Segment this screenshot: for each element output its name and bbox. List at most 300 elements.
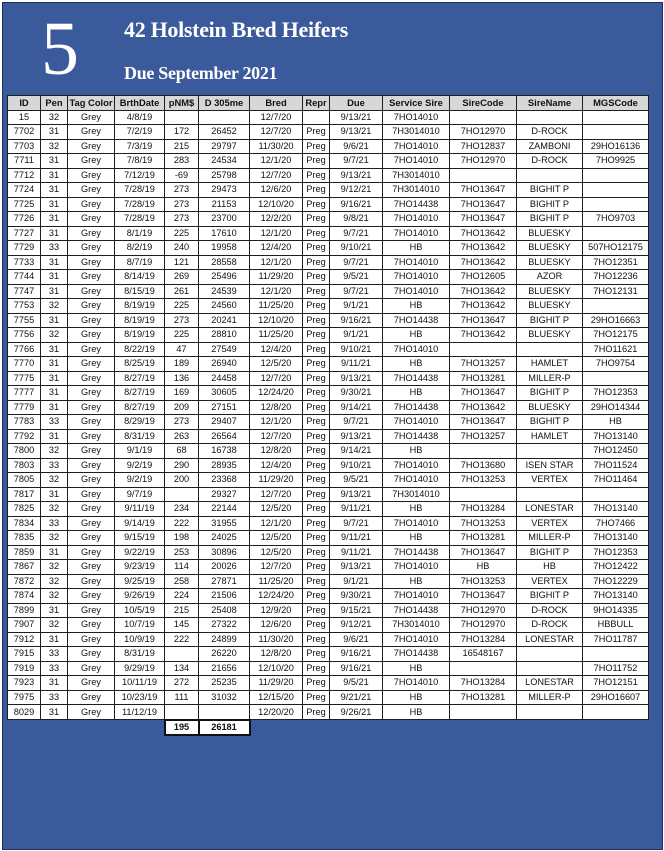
cell-pnm [165, 705, 199, 720]
cell-pen: 31 [41, 400, 68, 415]
cell-service-sire: 7HO14010 [383, 110, 450, 125]
cell-tag-color: Grey [68, 618, 115, 633]
cell-due: 9/26/21 [330, 705, 383, 720]
cell-bred: 12/7/20 [250, 487, 303, 502]
cell-repr: Preg [303, 328, 330, 343]
cell-bred: 12/8/20 [250, 444, 303, 459]
cell-pnm: 222 [165, 516, 199, 531]
cell-tag-color: Grey [68, 125, 115, 140]
cell-sire-code [450, 661, 517, 676]
cell-tag-color: Grey [68, 661, 115, 676]
cell-d305me: 27322 [199, 618, 250, 633]
table-row [8, 574, 649, 589]
cell-tag-color: Grey [68, 516, 115, 531]
cell-bred: 12/8/20 [250, 647, 303, 662]
cell-service-sire: 7HO14010 [383, 270, 450, 285]
cell-tag-color: Grey [68, 183, 115, 198]
cell-service-sire: 7HO14010 [383, 226, 450, 241]
cell-mgs-code: 7HO13140 [583, 429, 649, 444]
cell-sire-code [450, 342, 517, 357]
cell-tag-color: Grey [68, 545, 115, 560]
cell-sire-code: 7HO12837 [450, 139, 517, 154]
column-header-sire-code: SireCode [450, 96, 517, 111]
cell-pen: 31 [41, 487, 68, 502]
table-row [8, 154, 649, 169]
cell-id: 7899 [8, 603, 41, 618]
cell-service-sire: 7HO14010 [383, 284, 450, 299]
cell-id: 7744 [8, 270, 41, 285]
cell-bred: 11/30/20 [250, 632, 303, 647]
cell-tag-color: Grey [68, 444, 115, 459]
cell-pnm: 47 [165, 342, 199, 357]
cell-tag-color: Grey [68, 212, 115, 227]
cell-pen: 33 [41, 458, 68, 473]
cell-repr: Preg [303, 168, 330, 183]
cell-bred: 12/7/20 [250, 371, 303, 386]
cell-pen: 31 [41, 197, 68, 212]
cell-id: 7725 [8, 197, 41, 212]
cell-tag-color: Grey [68, 110, 115, 125]
cell-bred: 12/10/20 [250, 661, 303, 676]
cell-birth-date: 7/2/19 [115, 125, 165, 140]
cell-mgs-code: 7HO12236 [583, 270, 649, 285]
totals-spacer [250, 720, 303, 736]
cell-tag-color: Grey [68, 487, 115, 502]
cell-sire-code: 7HO13253 [450, 473, 517, 488]
table-row [8, 661, 649, 676]
cell-pnm: 234 [165, 502, 199, 517]
cell-id: 7923 [8, 676, 41, 691]
cell-birth-date: 8/1/19 [115, 226, 165, 241]
cell-due: 9/10/21 [330, 241, 383, 256]
cell-sire-code: 7HO13647 [450, 415, 517, 430]
cell-sire-name: MILLER-P [517, 531, 583, 546]
lot-title: 42 Holstein Bred Heifers [124, 17, 348, 42]
cell-d305me: 25408 [199, 603, 250, 618]
cell-service-sire: HB [383, 574, 450, 589]
cell-sire-name: AZOR [517, 270, 583, 285]
cell-sire-name: BIGHIT P [517, 313, 583, 328]
sale-page [2, 2, 663, 850]
cell-sire-name: BIGHIT P [517, 589, 583, 604]
table-row [8, 531, 649, 546]
cell-birth-date: 10/23/19 [115, 690, 165, 705]
cell-pnm: 253 [165, 545, 199, 560]
table-row [8, 676, 649, 691]
cell-bred: 12/5/20 [250, 531, 303, 546]
cell-d305me: 24560 [199, 299, 250, 314]
cell-mgs-code: 7HO12353 [583, 386, 649, 401]
cell-id: 7803 [8, 458, 41, 473]
cell-sire-code [450, 705, 517, 720]
cell-birth-date: 11/12/19 [115, 705, 165, 720]
cell-sire-name: D-ROCK [517, 618, 583, 633]
cell-id: 7712 [8, 168, 41, 183]
cell-mgs-code: 7HO9754 [583, 357, 649, 372]
cell-sire-code: 7HO13647 [450, 386, 517, 401]
cell-sire-code: 7HO13647 [450, 545, 517, 560]
cell-bred: 12/5/20 [250, 502, 303, 517]
cell-sire-name: MILLER-P [517, 690, 583, 705]
cell-pnm: 225 [165, 299, 199, 314]
cell-bred: 12/2/20 [250, 212, 303, 227]
cell-due: 9/16/21 [330, 197, 383, 212]
table-row [8, 110, 649, 125]
cell-sire-code: 7HO12970 [450, 125, 517, 140]
cell-sire-name: ISEN STAR [517, 458, 583, 473]
total-d305me: 26181 [199, 720, 250, 736]
cell-mgs-code: 7HO9925 [583, 154, 649, 169]
cell-tag-color: Grey [68, 168, 115, 183]
cell-service-sire: 7HO14010 [383, 212, 450, 227]
totals-spacer [68, 720, 115, 736]
cell-mgs-code: 7HO12351 [583, 255, 649, 270]
cell-birth-date: 8/19/19 [115, 328, 165, 343]
table-row [8, 415, 649, 430]
cell-birth-date: 4/8/19 [115, 110, 165, 125]
cell-mgs-code: 7HO13140 [583, 502, 649, 517]
cell-d305me: 27549 [199, 342, 250, 357]
cell-sire-code: 7HO12970 [450, 154, 517, 169]
cell-sire-code: 7HO13281 [450, 371, 517, 386]
cell-pen: 31 [41, 168, 68, 183]
column-header-service-sire: Service Sire [383, 96, 450, 111]
cell-id: 7727 [8, 226, 41, 241]
cell-pnm: 198 [165, 531, 199, 546]
cell-service-sire: HB [383, 444, 450, 459]
due-date-subtitle: Due September 2021 [124, 63, 278, 83]
cell-id: 7729 [8, 241, 41, 256]
cell-birth-date: 8/22/19 [115, 342, 165, 357]
cell-id: 7867 [8, 560, 41, 575]
cell-birth-date: 7/28/19 [115, 212, 165, 227]
cell-sire-code: 7HO13647 [450, 589, 517, 604]
cell-d305me [199, 705, 250, 720]
cell-sire-code: 7HO12970 [450, 603, 517, 618]
cell-id: 7805 [8, 473, 41, 488]
cell-service-sire: 7HO14438 [383, 647, 450, 662]
cell-service-sire: 7HO14010 [383, 632, 450, 647]
cell-sire-name [517, 444, 583, 459]
column-header-due: Due [330, 96, 383, 111]
cell-service-sire: 7H3014010 [383, 168, 450, 183]
cell-birth-date: 8/19/19 [115, 313, 165, 328]
cell-repr: Preg [303, 226, 330, 241]
cell-repr: Preg [303, 473, 330, 488]
totals-row [8, 720, 649, 736]
total-pnm: 195 [165, 720, 199, 736]
cell-birth-date: 8/27/19 [115, 400, 165, 415]
table-row [8, 284, 649, 299]
cell-id: 7975 [8, 690, 41, 705]
cell-tag-color: Grey [68, 458, 115, 473]
cell-sire-name [517, 487, 583, 502]
totals-spacer [41, 720, 68, 736]
cell-tag-color: Grey [68, 342, 115, 357]
cell-service-sire: HB [383, 661, 450, 676]
cell-due: 9/7/21 [330, 284, 383, 299]
cell-tag-color: Grey [68, 560, 115, 575]
cell-repr: Preg [303, 705, 330, 720]
cell-id: 7733 [8, 255, 41, 270]
cell-pen: 31 [41, 545, 68, 560]
cell-pen: 32 [41, 139, 68, 154]
cell-sire-name: BLUESKY [517, 284, 583, 299]
cell-pnm: 222 [165, 632, 199, 647]
cell-due: 9/7/21 [330, 255, 383, 270]
cell-sire-code: 7HO13642 [450, 400, 517, 415]
cell-repr: Preg [303, 125, 330, 140]
table-row [8, 226, 649, 241]
cell-due: 9/11/21 [330, 531, 383, 546]
cell-birth-date: 9/11/19 [115, 502, 165, 517]
cell-sire-code: 7HO13257 [450, 357, 517, 372]
cell-pen: 31 [41, 386, 68, 401]
cell-tag-color: Grey [68, 473, 115, 488]
cell-pen: 32 [41, 110, 68, 125]
cell-service-sire: HB [383, 328, 450, 343]
cell-sire-code [450, 168, 517, 183]
cell-service-sire: 7HO14438 [383, 197, 450, 212]
cell-pnm: 134 [165, 661, 199, 676]
cell-pnm: 172 [165, 125, 199, 140]
cell-sire-name: BLUESKY [517, 328, 583, 343]
column-header-mgs-code: MGSCode [583, 96, 649, 111]
cell-due: 9/21/21 [330, 690, 383, 705]
totals-spacer [303, 720, 330, 736]
cell-bred: 12/4/20 [250, 342, 303, 357]
cell-repr: Preg [303, 299, 330, 314]
cell-tag-color: Grey [68, 255, 115, 270]
cell-tag-color: Grey [68, 299, 115, 314]
column-header-d305me: D 305me [199, 96, 250, 111]
cell-mgs-code: 7HO11524 [583, 458, 649, 473]
table-row [8, 458, 649, 473]
cell-birth-date: 9/14/19 [115, 516, 165, 531]
cell-bred: 12/24/20 [250, 386, 303, 401]
cell-d305me: 29797 [199, 139, 250, 154]
cell-d305me [199, 110, 250, 125]
cell-sire-name: D-ROCK [517, 154, 583, 169]
cell-birth-date: 8/7/19 [115, 255, 165, 270]
cell-pnm: 121 [165, 255, 199, 270]
cell-sire-code: 7HO12605 [450, 270, 517, 285]
cell-d305me: 27151 [199, 400, 250, 415]
cell-id: 7724 [8, 183, 41, 198]
cell-pnm: 145 [165, 618, 199, 633]
cell-pen: 33 [41, 516, 68, 531]
cell-service-sire: 7HO14010 [383, 342, 450, 357]
column-header-pnm: pNM$ [165, 96, 199, 111]
cell-bred: 12/7/20 [250, 560, 303, 575]
cell-pen: 32 [41, 589, 68, 604]
cell-sire-name: BLUESKY [517, 400, 583, 415]
cell-sire-name: MILLER-P [517, 371, 583, 386]
cell-d305me: 29407 [199, 415, 250, 430]
cell-mgs-code: 7HO13140 [583, 531, 649, 546]
cell-pnm: 273 [165, 183, 199, 198]
cell-repr: Preg [303, 444, 330, 459]
cell-mgs-code [583, 125, 649, 140]
cell-service-sire: HB [383, 299, 450, 314]
cell-service-sire: HB [383, 705, 450, 720]
cell-pen: 31 [41, 212, 68, 227]
cell-due: 9/12/21 [330, 183, 383, 198]
cell-repr: Preg [303, 400, 330, 415]
cell-mgs-code: 7HO12353 [583, 545, 649, 560]
cell-pen: 31 [41, 154, 68, 169]
column-header-tag-color: Tag Color [69, 97, 113, 109]
cell-id: 7792 [8, 429, 41, 444]
cell-birth-date: 8/25/19 [115, 357, 165, 372]
totals-spacer [330, 720, 383, 736]
cell-birth-date: 8/2/19 [115, 241, 165, 256]
column-header-bred: Bred [250, 96, 303, 111]
cell-service-sire: 7H3014010 [383, 125, 450, 140]
cell-service-sire: 7HO14010 [383, 560, 450, 575]
cell-sire-code: HB [450, 560, 517, 575]
table-row [8, 197, 649, 212]
cell-service-sire: HB [383, 386, 450, 401]
cell-pen: 31 [41, 183, 68, 198]
cell-birth-date: 9/25/19 [115, 574, 165, 589]
cell-pen: 31 [41, 342, 68, 357]
cell-due: 9/12/21 [330, 618, 383, 633]
cell-repr: Preg [303, 676, 330, 691]
column-header-repr: Repr [303, 96, 330, 111]
cell-sire-name: LONESTAR [517, 632, 583, 647]
cell-pen: 32 [41, 560, 68, 575]
cell-birth-date: 9/15/19 [115, 531, 165, 546]
cell-service-sire: HB [383, 357, 450, 372]
cell-repr: Preg [303, 429, 330, 444]
cell-sire-code [450, 487, 517, 502]
cell-d305me: 23700 [199, 212, 250, 227]
cell-sire-name: D-ROCK [517, 125, 583, 140]
cell-due: 9/8/21 [330, 212, 383, 227]
cell-birth-date: 10/5/19 [115, 603, 165, 618]
cell-sire-code: 7HO13253 [450, 574, 517, 589]
table-row [8, 342, 649, 357]
cell-sire-name: ZAMBONI [517, 139, 583, 154]
cell-mgs-code: 7HO12175 [583, 328, 649, 343]
cell-tag-color: Grey [68, 386, 115, 401]
cell-due: 9/13/21 [330, 110, 383, 125]
cell-birth-date: 8/31/19 [115, 429, 165, 444]
cell-sire-name: BLUESKY [517, 255, 583, 270]
table-row [8, 690, 649, 705]
cell-bred: 11/29/20 [250, 676, 303, 691]
cell-pnm: 215 [165, 603, 199, 618]
cell-pen: 31 [41, 429, 68, 444]
table-row [8, 647, 649, 662]
cell-pen: 33 [41, 415, 68, 430]
cell-d305me: 17610 [199, 226, 250, 241]
cell-sire-code: 7HO13257 [450, 429, 517, 444]
cell-pnm: 273 [165, 197, 199, 212]
cell-d305me: 19958 [199, 241, 250, 256]
cell-due: 9/16/21 [330, 647, 383, 662]
cell-bred: 11/29/20 [250, 473, 303, 488]
cell-service-sire: HB [383, 502, 450, 517]
cell-due: 9/13/21 [330, 487, 383, 502]
cell-due: 9/1/21 [330, 299, 383, 314]
cell-pen: 31 [41, 255, 68, 270]
cell-tag-color: Grey [68, 241, 115, 256]
cell-birth-date: 9/26/19 [115, 589, 165, 604]
cell-tag-color: Grey [68, 139, 115, 154]
cell-birth-date: 7/28/19 [115, 197, 165, 212]
cell-due: 9/13/21 [330, 560, 383, 575]
cell-pnm: 273 [165, 415, 199, 430]
cell-birth-date: 8/14/19 [115, 270, 165, 285]
cell-pen: 32 [41, 618, 68, 633]
cell-birth-date: 9/23/19 [115, 560, 165, 575]
table-row [8, 400, 649, 415]
cell-sire-name: LONESTAR [517, 502, 583, 517]
cell-id: 7859 [8, 545, 41, 560]
cell-due: 9/5/21 [330, 676, 383, 691]
cell-id: 7872 [8, 574, 41, 589]
cell-repr: Preg [303, 386, 330, 401]
cell-id: 15 [8, 110, 41, 125]
cell-pnm: 283 [165, 154, 199, 169]
cell-pen: 33 [41, 661, 68, 676]
cell-id: 7907 [8, 618, 41, 633]
cell-id: 7775 [8, 371, 41, 386]
cell-birth-date: 8/15/19 [115, 284, 165, 299]
cell-tag-color: Grey [68, 502, 115, 517]
table-row [8, 125, 649, 140]
table-row [8, 502, 649, 517]
cell-sire-name: VERTEX [517, 574, 583, 589]
cell-sire-code: 7HO13642 [450, 284, 517, 299]
cell-birth-date: 9/2/19 [115, 458, 165, 473]
cell-birth-date: 8/29/19 [115, 415, 165, 430]
cell-tag-color: Grey [68, 647, 115, 662]
cell-due: 9/7/21 [330, 154, 383, 169]
cell-sire-name: BIGHIT P [517, 415, 583, 430]
table-row [8, 299, 649, 314]
cell-pen: 32 [41, 502, 68, 517]
cell-id: 7726 [8, 212, 41, 227]
table-row [8, 313, 649, 328]
cell-due: 9/13/21 [330, 371, 383, 386]
cell-pen: 31 [41, 705, 68, 720]
cell-pnm: 225 [165, 328, 199, 343]
cell-repr: Preg [303, 313, 330, 328]
cell-mgs-code: HBBULL [583, 618, 649, 633]
cell-sire-name: VERTEX [517, 473, 583, 488]
cell-d305me: 30605 [199, 386, 250, 401]
cell-d305me: 24534 [199, 154, 250, 169]
cell-mgs-code: 7HO12151 [583, 676, 649, 691]
lot-number: 5 [41, 7, 79, 91]
cell-id: 7756 [8, 328, 41, 343]
cell-due: 9/30/21 [330, 386, 383, 401]
cell-repr: Preg [303, 139, 330, 154]
cell-due: 9/13/21 [330, 429, 383, 444]
cell-service-sire: HB [383, 690, 450, 705]
table-row [8, 705, 649, 720]
cell-mgs-code [583, 168, 649, 183]
cell-id: 7915 [8, 647, 41, 662]
totals-spacer [583, 720, 649, 736]
cell-sire-code: 7HO12970 [450, 618, 517, 633]
cell-tag-color: Grey [68, 676, 115, 691]
cell-sire-name: BLUESKY [517, 299, 583, 314]
cell-bred: 12/1/20 [250, 154, 303, 169]
